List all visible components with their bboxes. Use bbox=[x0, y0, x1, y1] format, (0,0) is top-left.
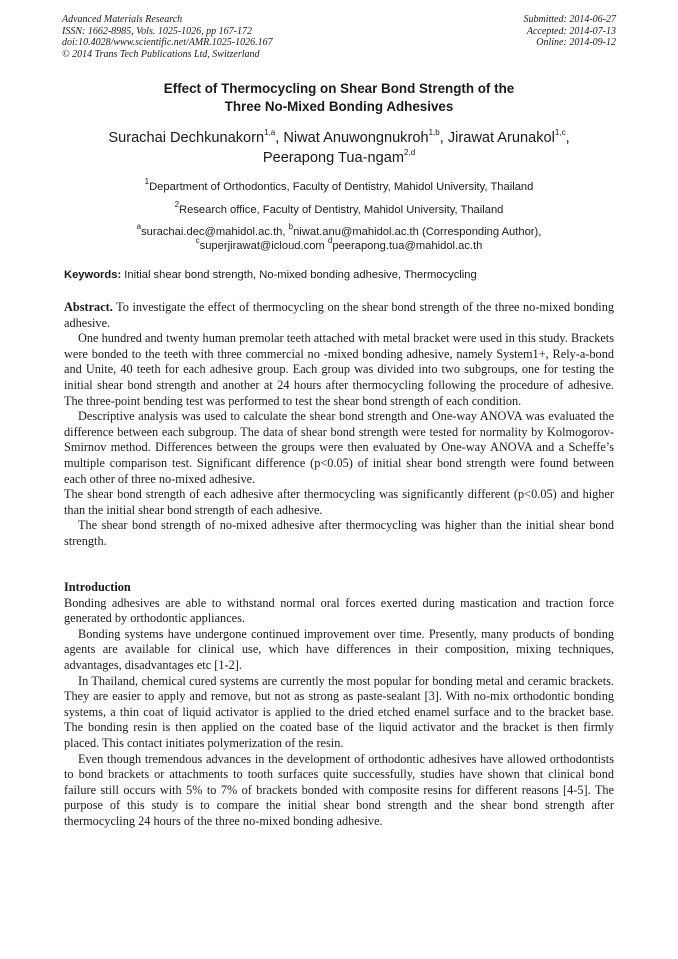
author-name: Jirawat Arunakol bbox=[447, 130, 555, 146]
affiliation-text: Research office, Faculty of Dentistry, Mahidol University, Thailand bbox=[179, 204, 504, 216]
author-list bbox=[60, 129, 618, 168]
title-line-2: Three No-Mixed Bonding Adhesives bbox=[224, 99, 454, 114]
abstract-text: To investigate the effect of thermocycling on the shear bond strength of the three no-mixed bonding adhesive. bbox=[64, 300, 614, 330]
abstract-label: Abstract. bbox=[64, 300, 113, 314]
author-affiliation-mark: 1,a bbox=[264, 128, 276, 138]
online-date: Online: 2014-09-12 bbox=[536, 37, 616, 48]
author-affiliation-mark: 1,b bbox=[428, 128, 440, 138]
journal-header-left bbox=[62, 14, 273, 60]
title-line-1: Effect of Thermocycling on Shear Bond Strength of the bbox=[163, 81, 515, 96]
abstract-paragraph: Descriptive analysis was used to calculate the shear bond strength and One-way ANOVA was evaluated the difference between each subgroup. The data of shear bond strength were tested for normality by Kolmogorov-Smirnov method. Differences between the groups were then evaluated by One-way ANOVA and a Scheffe’s multiple comparison test. Significant difference (p<0.05) of initial shear bond strength were found between each other of three no-mixed adhesive. bbox=[64, 409, 614, 486]
author-affiliation-mark: 1,c bbox=[554, 128, 566, 138]
journal-copyright: © 2014 Trans Tech Publications Ltd, Switzerland bbox=[62, 48, 260, 60]
abstract-paragraph: The shear bond strength of each adhesive after thermocycling was significantly different (p<0.05) and higher than the initial shear bond strength of each adhesive. bbox=[64, 487, 614, 517]
affiliation-1 bbox=[60, 177, 618, 194]
abstract-paragraph bbox=[64, 300, 614, 331]
journal-name: Advanced Materials Research bbox=[62, 14, 183, 25]
keywords bbox=[64, 268, 477, 282]
email-d[interactable]: peerapong.tua@mahidol.ac.th bbox=[332, 240, 483, 252]
author-name: Niwat Anuwongnukroh bbox=[283, 130, 429, 146]
body-paragraph: Even though tremendous advances in the development of orthodontic adhesives have allowed orthodontists to bond brackets or attachments to tooth surfaces quite successfully, studies have shown that clinical bond failure still occurs with 5% to 7% of brackets bonded with composite resins for different reasons [4-5]. The purpose of this study is to compare the initial shear bond strength and the shear bond strength after thermocycling 24 hours of the three no-mixed bonding adhesive. bbox=[64, 751, 614, 828]
affiliation-mark: 1 bbox=[144, 177, 150, 187]
author-name: Surachai Dechkunakorn bbox=[108, 130, 265, 146]
abstract-paragraph: One hundred and twenty human premolar teeth attached with metal bracket were used in this study. Brackets were bonded to the teeth with three commercial no -mixed bonding adhesive, namely System1+, Rely-a-bond and Unite, 40 teeth for each adhesive group. Each group was divided into two subgroups, one for testing the initial shear bond strength and another at 24 hours after thermocycling following the procedure of adhesive. The three-point bending test was performed to test the shear bond strength of each condition. bbox=[64, 331, 614, 408]
journal-header-right bbox=[524, 14, 617, 49]
email-mark: d bbox=[327, 236, 333, 246]
keywords-label: Keywords: bbox=[64, 269, 122, 281]
affiliation-mark: 2 bbox=[174, 200, 180, 210]
section-heading: Introduction bbox=[64, 580, 131, 594]
email-c[interactable]: superjirawat@icloud.com bbox=[199, 240, 328, 252]
accepted-date: Accepted: 2014-07-13 bbox=[526, 25, 616, 37]
abstract-section bbox=[64, 300, 614, 550]
author-separator: , bbox=[565, 130, 570, 146]
email-mark: b bbox=[288, 222, 294, 232]
author-affiliation-mark: 2,d bbox=[404, 147, 416, 157]
affiliation-text: Department of Orthodontics, Faculty of Dentistry, Mahidol University, Thailand bbox=[149, 181, 534, 193]
submitted-date: Submitted: 2014-06-27 bbox=[523, 14, 616, 25]
abstract-paragraph: The shear bond strength of no-mixed adhesive after thermocycling was higher than the initial shear bond strength. bbox=[64, 518, 614, 548]
author-separator: , bbox=[439, 130, 448, 146]
email-a[interactable]: surachai.dec@mahidol.ac.th, bbox=[141, 226, 289, 238]
author-name: Peerapong Tua-ngam bbox=[262, 149, 405, 166]
email-b[interactable]: niwat.anu@mahidol.ac.th (Corresponding Author), bbox=[293, 226, 542, 238]
introduction-section bbox=[64, 580, 614, 830]
paper-title bbox=[60, 80, 618, 116]
body-paragraph: Bonding systems have undergone continued improvement over time. Presently, many products of bonding agents are available for clinical use, which have differences in their composition, mixing techniques, advantages, disadvantages etc [1-2]. bbox=[64, 626, 614, 672]
body-paragraph: Bonding adhesives are able to withstand normal oral forces exerted during mastication and traction force generated by orthodontic appliances. bbox=[64, 595, 614, 626]
email-mark: c bbox=[195, 236, 200, 246]
email-mark: a bbox=[136, 222, 142, 232]
journal-issn: ISSN: 1662-8985, Vols. 1025-1026, pp 167-172 bbox=[62, 25, 252, 37]
journal-doi[interactable]: doi:10.4028/www.scientific.net/AMR.1025-1026.167 bbox=[62, 37, 273, 48]
body-paragraph: In Thailand, chemical cured systems are currently the most popular for bonding metal and ceramic brackets. They are easier to apply and remove, but not as strong as paste-sealant [3]. With no-mix orthodontic bonding systems, a thin coat of liquid activator is applied to the dried etched enamel surface and to the bracket base. The bonding resin is then applied on the coated base of the liquid activator and the bracket is then firmly placed. This contact initiates polymerization of the resin. bbox=[64, 673, 614, 750]
author-emails bbox=[60, 222, 618, 253]
affiliation-2 bbox=[60, 200, 618, 217]
author-separator: , bbox=[275, 130, 284, 146]
keywords-text: Initial shear bond strength, No-mixed bonding adhesive, Thermocycling bbox=[121, 269, 477, 281]
